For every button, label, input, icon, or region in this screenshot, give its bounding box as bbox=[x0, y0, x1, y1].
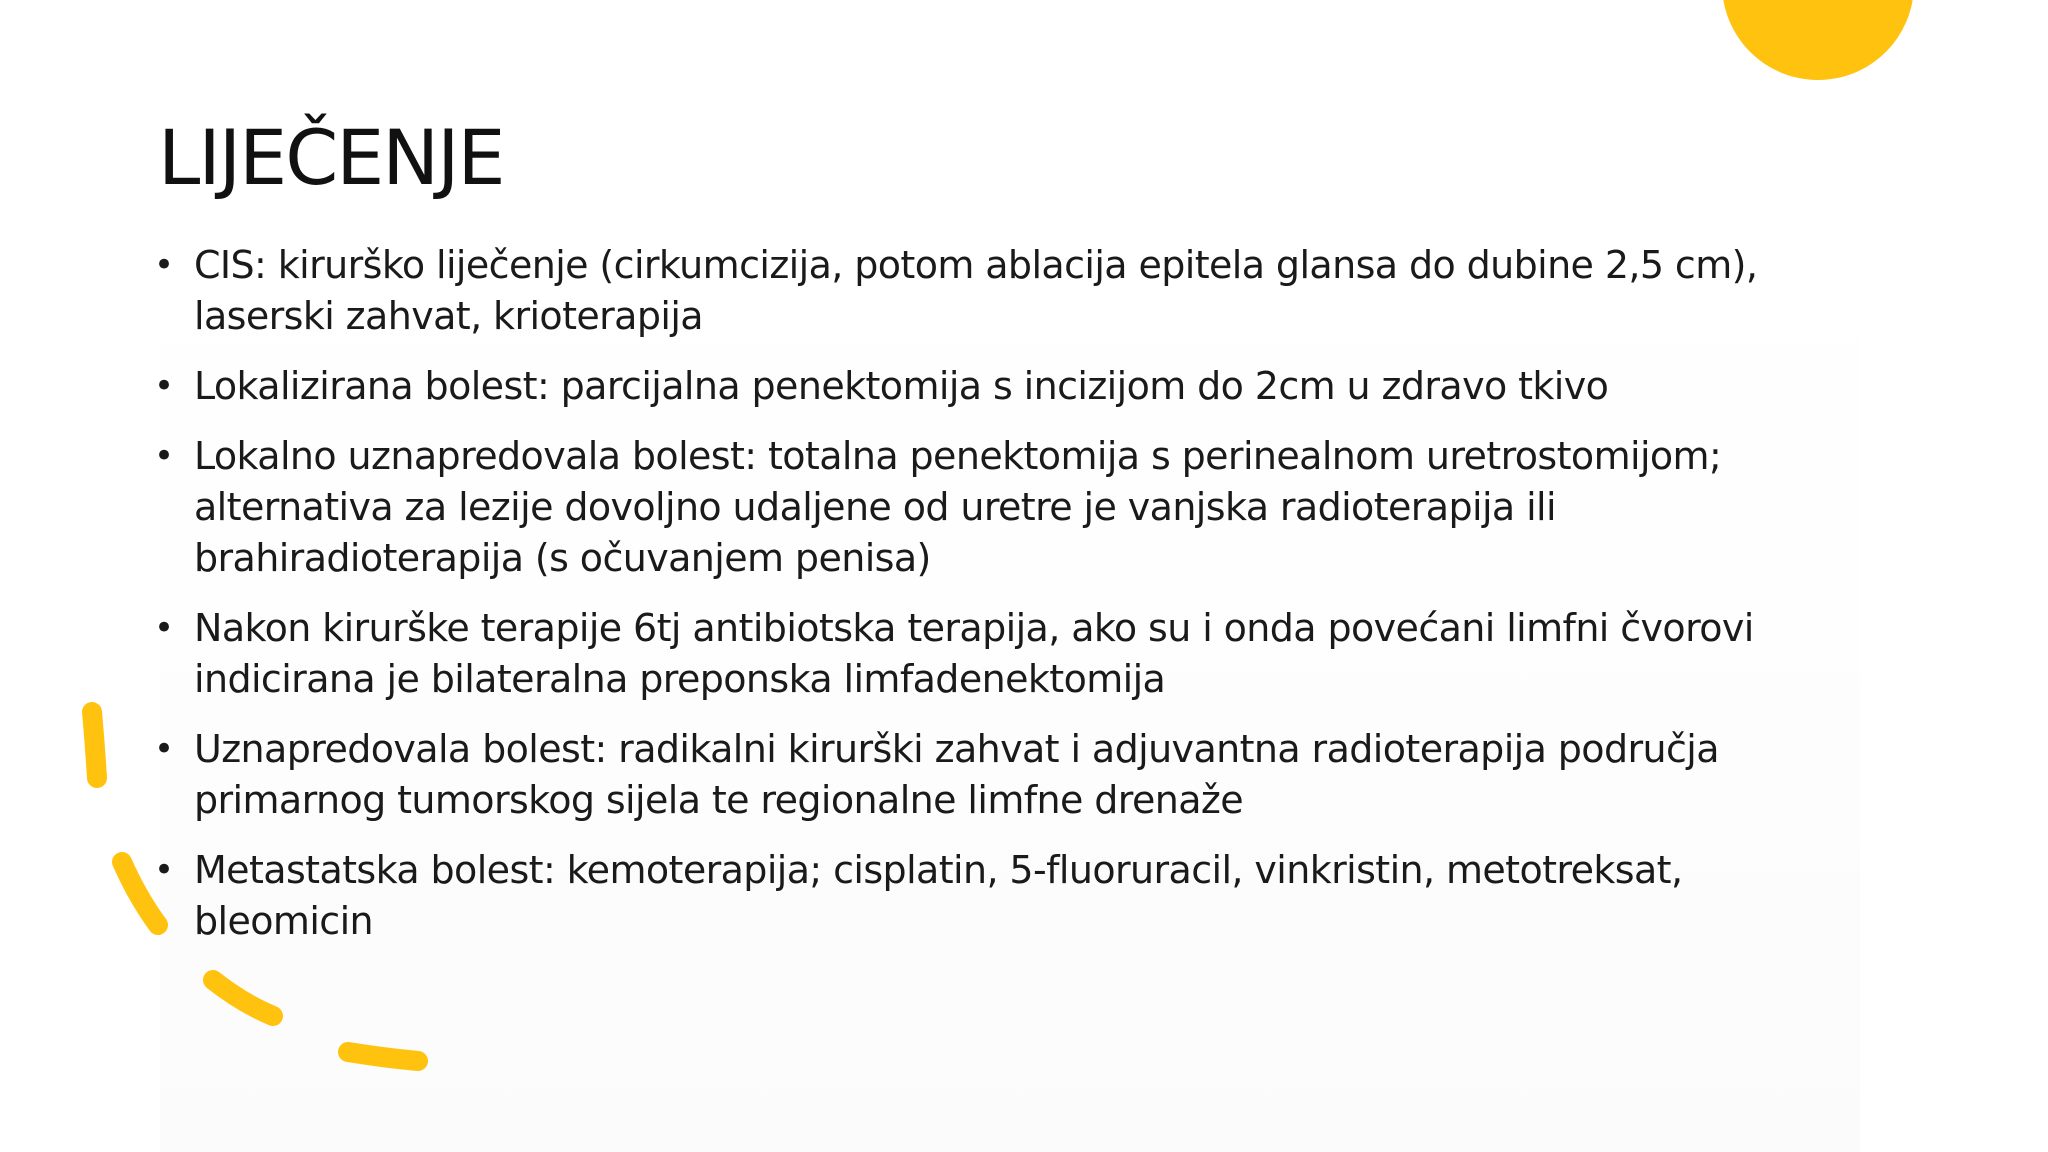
bullet-dot: • bbox=[154, 366, 174, 406]
bullet-item bbox=[150, 845, 1830, 947]
slide-title: LIJEČENJE bbox=[158, 113, 504, 202]
bullet-item bbox=[150, 724, 1830, 826]
bullet-dot: • bbox=[154, 850, 174, 890]
bullet-item bbox=[150, 431, 1830, 584]
dash-segment bbox=[92, 712, 97, 778]
bullet-text: Metastatska bolest: kemoterapija; cisplatin, 5-fluoruracil, vinkristin, metotreksat, bleomicin bbox=[194, 848, 1683, 943]
dash-segment bbox=[213, 980, 273, 1016]
bullet-item bbox=[150, 240, 1830, 342]
bullet-dot: • bbox=[154, 608, 174, 648]
bullet-text: Lokalizirana bolest: parcijalna penektomija s incizijom do 2cm u zdravo tkivo bbox=[194, 364, 1609, 408]
bullet-item bbox=[150, 361, 1830, 412]
bullet-text: Lokalno uznapredovala bolest: totalna penektomija s perinealnom uretrostomijom; alternativa za lezije dovoljno udaljene od uretre je vanjska radioterapija ili brahiradioterapija (s očuvanjem penisa) bbox=[194, 434, 1722, 580]
bullet-item bbox=[150, 603, 1830, 705]
bullet-list bbox=[150, 240, 1830, 966]
bullet-dot: • bbox=[154, 436, 174, 476]
bullet-dot: • bbox=[154, 245, 174, 285]
bullet-dot: • bbox=[154, 729, 174, 769]
bullet-text: CIS: kirurško liječenje (cirkumcizija, potom ablacija epitela glansa do dubine 2,5 cm), laserski zahvat, krioterapija bbox=[194, 243, 1758, 338]
dash-segment bbox=[348, 1052, 418, 1061]
bullet-text: Nakon kirurške terapije 6tj antibiotska terapija, ako su i onda povećani limfni čvorovi indicirana je bilateralna preponska limfadenektomija bbox=[194, 606, 1754, 701]
bullet-text: Uznapredovala bolest: radikalni kirurški zahvat i adjuvantna radioterapija područja primarnog tumorskog sijela te regionalne limfne drenaže bbox=[194, 727, 1719, 822]
